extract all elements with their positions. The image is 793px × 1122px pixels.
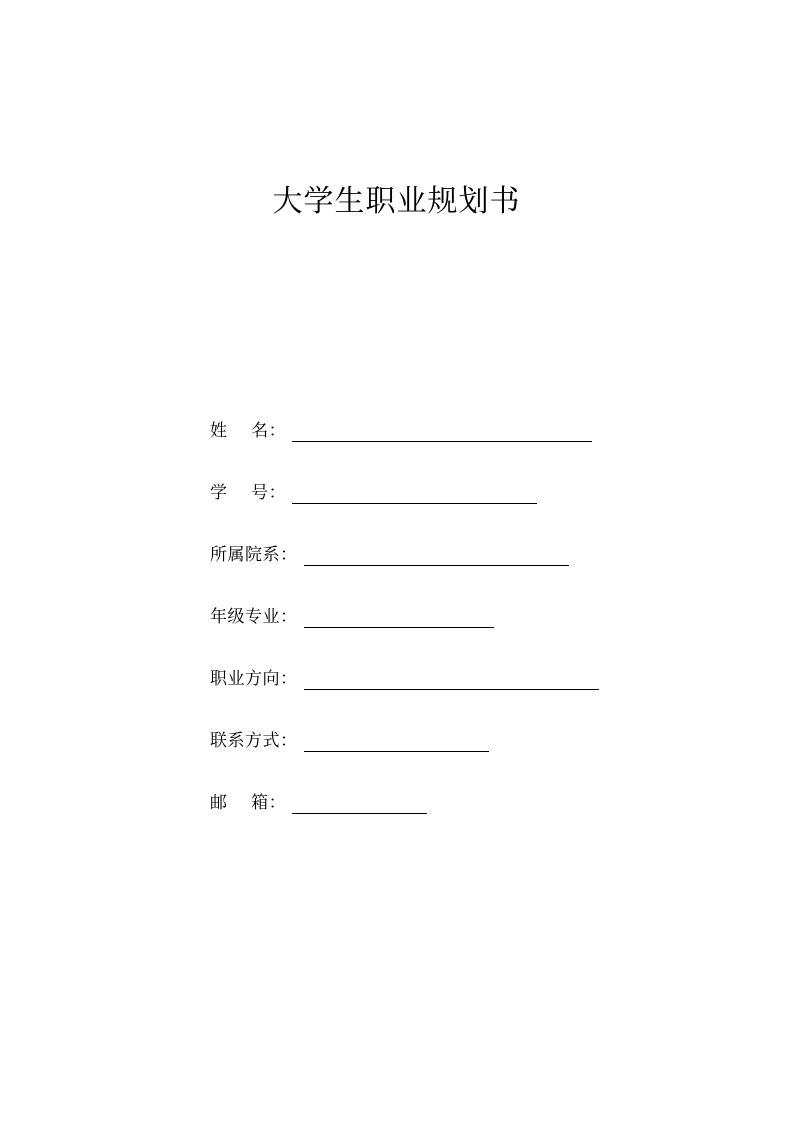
- page-title: 大学生职业规划书: [272, 184, 521, 219]
- field-line-grade-major[interactable]: [304, 610, 494, 628]
- field-label-contact: 联系方式：: [210, 731, 298, 751]
- field-line-contact[interactable]: [304, 734, 489, 752]
- field-row-student-id: [210, 442, 770, 504]
- cover-fields-list: [210, 380, 770, 814]
- field-line-student-id[interactable]: [292, 486, 537, 504]
- field-label-email: 邮 箱：: [210, 793, 287, 813]
- field-row-name: [210, 380, 770, 442]
- field-row-department: [210, 504, 770, 566]
- field-label-name: 姓 名：: [210, 421, 287, 441]
- field-label-department: 所属院系：: [210, 545, 298, 565]
- field-line-career-direction[interactable]: [304, 672, 599, 690]
- field-label-grade-major: 年级专业：: [210, 607, 298, 627]
- field-row-email: [210, 752, 770, 814]
- field-line-email[interactable]: [292, 796, 427, 814]
- field-line-department[interactable]: [304, 548, 569, 566]
- field-row-grade-major: [210, 566, 770, 628]
- field-label-career-direction: 职业方向：: [210, 669, 298, 689]
- field-row-contact: [210, 690, 770, 752]
- field-line-name[interactable]: [292, 424, 592, 442]
- field-row-career-direction: [210, 628, 770, 690]
- field-label-student-id: 学 号：: [210, 483, 287, 503]
